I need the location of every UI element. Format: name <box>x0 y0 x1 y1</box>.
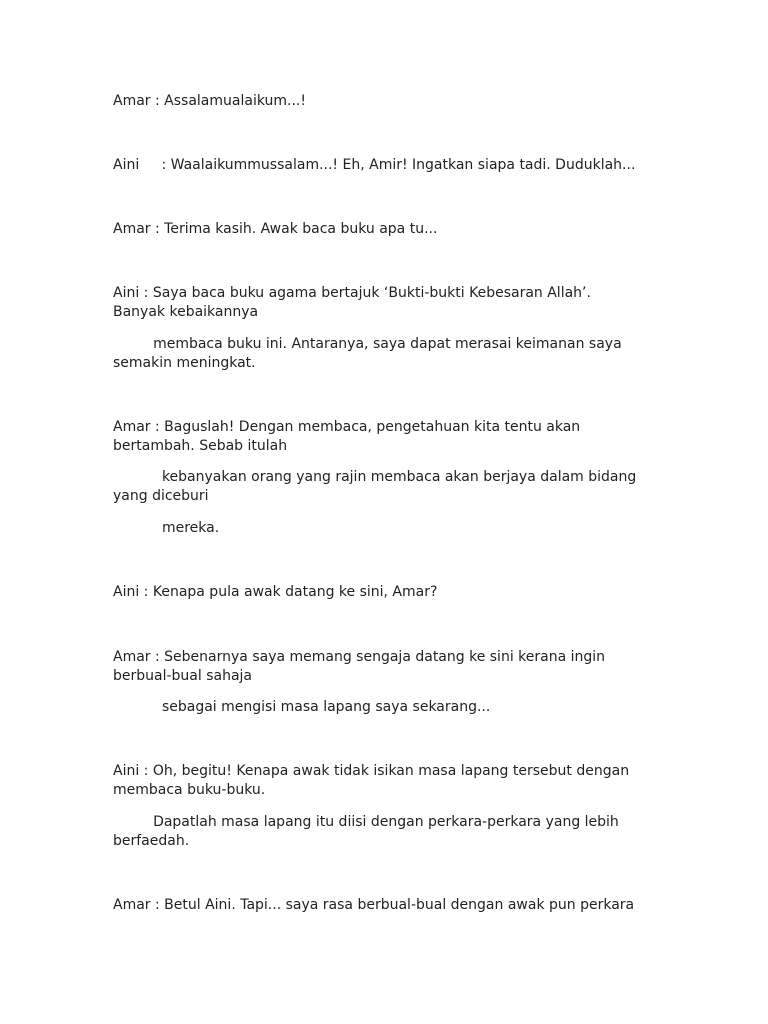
paragraph-text: Amar : Sebenarnya saya memang sengaja datang ke sini kerana ingin berbual-bual sahaja <box>113 649 610 684</box>
dialogue-line-amar-thanks <box>113 220 643 239</box>
dialogue-line-amar-agree <box>113 896 643 915</box>
dialogue-line-amar-greeting <box>113 92 643 111</box>
dialogue-line-aini-suggest-cont <box>113 813 643 851</box>
paragraph-text: Amar : Assalamualaikum...! <box>113 93 306 109</box>
dialogue-line-aini-book <box>113 284 643 322</box>
paragraph-text: Aini : Saya baca buku agama bertajuk ‘Bukti-bukti Kebesaran Allah’. Banyak kebaikannya <box>113 285 596 320</box>
dialogue-line-aini-book-cont <box>113 335 643 373</box>
paragraph-text: Amar : Terima kasih. Awak baca buku apa tu... <box>113 221 438 237</box>
paragraph-text: Aini : Waalaikummussalam...! Eh, Amir! Ingatkan siapa tadi. Duduklah... <box>113 157 636 173</box>
paragraph-text: kebanyakan orang yang rajin membaca akan berjaya dalam bidang yang diceburi <box>113 469 641 504</box>
dialogue-line-amar-reading <box>113 418 643 456</box>
paragraph-text: Amar : Baguslah! Dengan membaca, pengetahuan kita tentu akan bertambah. Sebab itulah <box>113 419 585 454</box>
dialogue-line-amar-reason <box>113 648 643 686</box>
dialogue-line-aini-suggest <box>113 762 643 800</box>
paragraph-text: Aini : Oh, begitu! Kenapa awak tidak isikan masa lapang tersebut dengan membaca buku-buku. <box>113 763 634 798</box>
paragraph-text: Amar : Betul Aini. Tapi... saya rasa berbual-bual dengan awak pun perkara <box>113 897 635 913</box>
dialogue-line-aini-reply <box>113 156 643 175</box>
paragraph-text: mereka. <box>113 520 220 536</box>
paragraph-text: sebagai mengisi masa lapang saya sekarang... <box>113 699 491 715</box>
paragraph-text: Dapatlah masa lapang itu diisi dengan perkara-perkara yang lebih berfaedah. <box>113 814 624 849</box>
dialogue-line-amar-reading-end <box>113 519 643 538</box>
dialogue-line-amar-reason-cont <box>113 698 643 717</box>
paragraph-text: membaca buku ini. Antaranya, saya dapat merasai keimanan saya semakin meningkat. <box>113 336 627 371</box>
paragraph-text: Aini : Kenapa pula awak datang ke sini, Amar? <box>113 584 438 600</box>
dialogue-line-aini-question <box>113 583 643 602</box>
dialogue-line-amar-reading-cont <box>113 468 643 506</box>
